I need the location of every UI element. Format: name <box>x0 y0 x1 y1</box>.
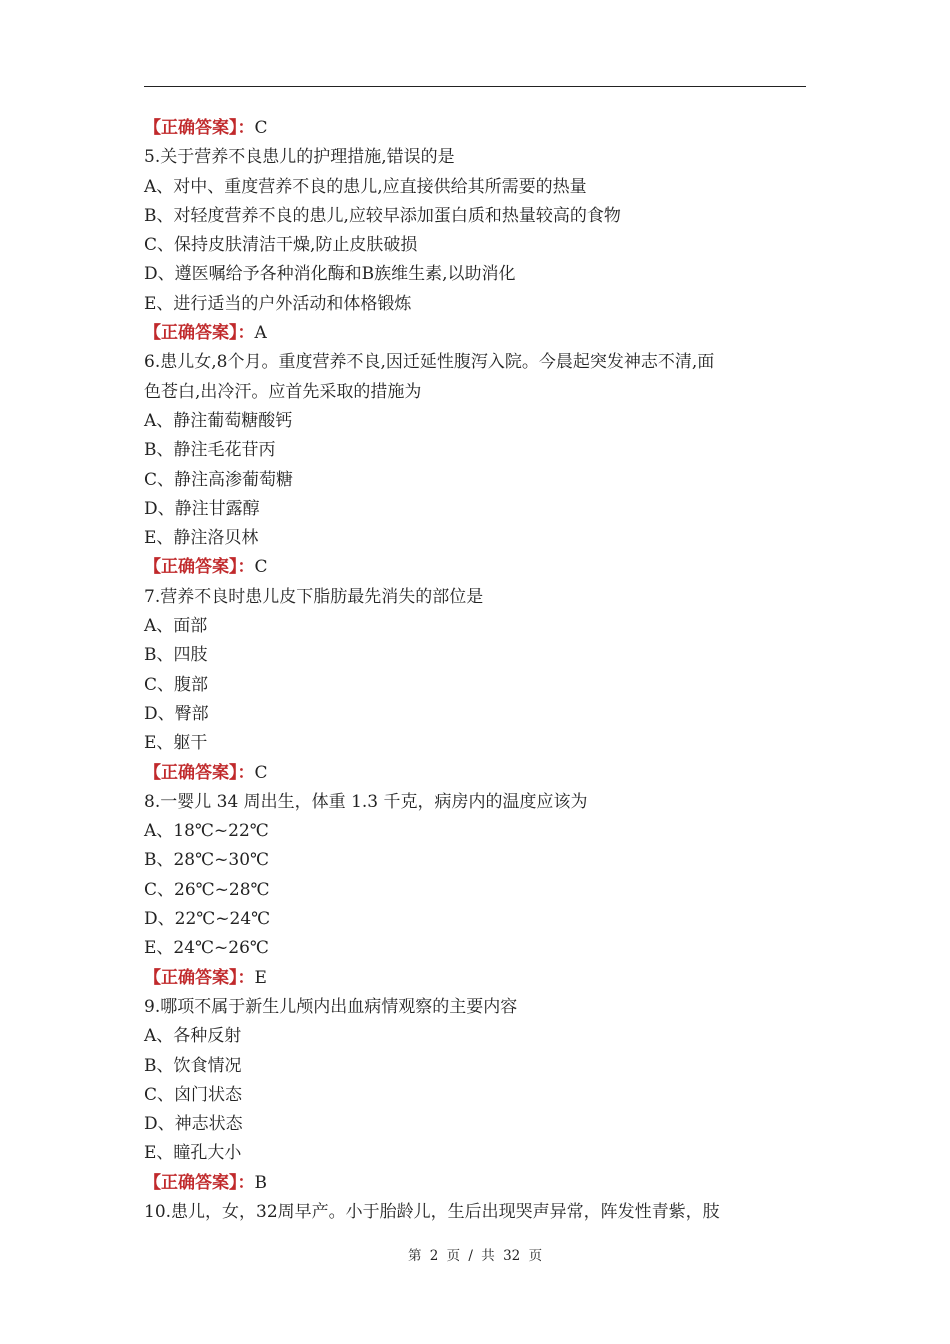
option-b: B、对轻度营养不良的患儿,应较早添加蛋白质和热量较高的食物 <box>144 205 621 226</box>
answer-label: 【正确答案】： <box>144 967 255 988</box>
answer-value: C <box>254 118 268 138</box>
question-6-line-1: 6.患儿女,8个月。重度营养不良,因迁延性腹泻入院。今晨起突发神志不清,面 <box>144 352 715 373</box>
footer-current-page: 2 <box>429 1248 439 1264</box>
answer-line <box>144 964 809 993</box>
option-a: A、面部 <box>144 616 208 637</box>
question-9: 9.哪项不属于新生儿颅内出血病情观察的主要内容 <box>144 996 518 1017</box>
footer-page-word: 页 <box>446 1248 461 1264</box>
option-a: A、18℃~22℃ <box>144 821 269 842</box>
answer-value: E <box>254 967 267 988</box>
question-10: 10.患儿，女，32周早产。小于胎龄儿，生后出现哭声异常，阵发性青紫，肢 <box>144 1201 720 1222</box>
answer-label: 【正确答案】： <box>144 118 255 138</box>
footer-total-prefix: 共 <box>481 1248 495 1264</box>
option-b: B、28℃~30℃ <box>144 850 270 871</box>
answer-value: B <box>254 1172 267 1193</box>
document-body <box>144 114 809 1227</box>
answer-label: 【正确答案】： <box>144 557 255 578</box>
answer-value: C <box>254 762 268 783</box>
question-6-line-2: 色苍白,出冷汗。应首先采取的措施为 <box>144 381 422 402</box>
footer-prefix: 第 <box>407 1248 422 1264</box>
option-c: C、保持皮肤清洁干燥,防止皮肤破损 <box>144 235 418 256</box>
option-a: A、各种反射 <box>144 1026 242 1047</box>
option-d: D、臀部 <box>144 703 209 724</box>
question-5: 5.关于营养不良患儿的护理措施,错误的是 <box>144 147 455 168</box>
option-e: E、24℃~26℃ <box>144 938 269 959</box>
page-footer <box>0 1244 950 1264</box>
answer-value: C <box>254 557 268 578</box>
footer-total-pages: 32 <box>503 1248 521 1264</box>
footer-separator: / <box>468 1248 473 1264</box>
option-d: D、神志状态 <box>144 1114 243 1135</box>
option-c: C、静注高渗葡萄糖 <box>144 469 294 490</box>
option-d: D、遵医嘱给予各种消化酶和B族维生素,以助消化 <box>144 264 516 285</box>
option-e: E、躯干 <box>144 733 208 754</box>
option-b: B、静注毛花苷丙 <box>144 440 276 461</box>
option-a: A、对中、重度营养不良的患儿,应直接供给其所需要的热量 <box>144 176 587 197</box>
answer-value: A <box>254 323 267 344</box>
option-a: A、静注葡萄糖酸钙 <box>144 410 293 431</box>
option-e: E、静注洛贝林 <box>144 528 259 549</box>
option-b: B、饮食情况 <box>144 1055 242 1076</box>
option-c: C、囟门状态 <box>144 1084 243 1105</box>
answer-line <box>144 319 809 348</box>
option-e: E、进行适当的户外活动和体格锻炼 <box>144 293 412 314</box>
question-7: 7.营养不良时患儿皮下脂肪最先消失的部位是 <box>144 586 484 607</box>
option-e: E、瞳孔大小 <box>144 1143 242 1164</box>
header-rule <box>144 86 806 87</box>
answer-line <box>144 114 809 143</box>
answer-line <box>144 759 809 788</box>
option-c: C、26℃~28℃ <box>144 879 270 900</box>
option-c: C、腹部 <box>144 674 209 695</box>
answer-label: 【正确答案】： <box>144 323 255 344</box>
option-d: D、22℃~24℃ <box>144 909 271 930</box>
answer-label: 【正确答案】： <box>144 762 255 783</box>
answer-label: 【正确答案】： <box>144 1172 255 1193</box>
answer-line <box>144 1169 809 1198</box>
footer-suffix: 页 <box>528 1248 543 1264</box>
option-b: B、四肢 <box>144 645 208 666</box>
option-d: D、静注甘露醇 <box>144 498 260 519</box>
answer-line <box>144 553 809 582</box>
question-8: 8.一婴儿 34 周出生，体重 1.3 千克，病房内的温度应该为 <box>144 791 588 812</box>
